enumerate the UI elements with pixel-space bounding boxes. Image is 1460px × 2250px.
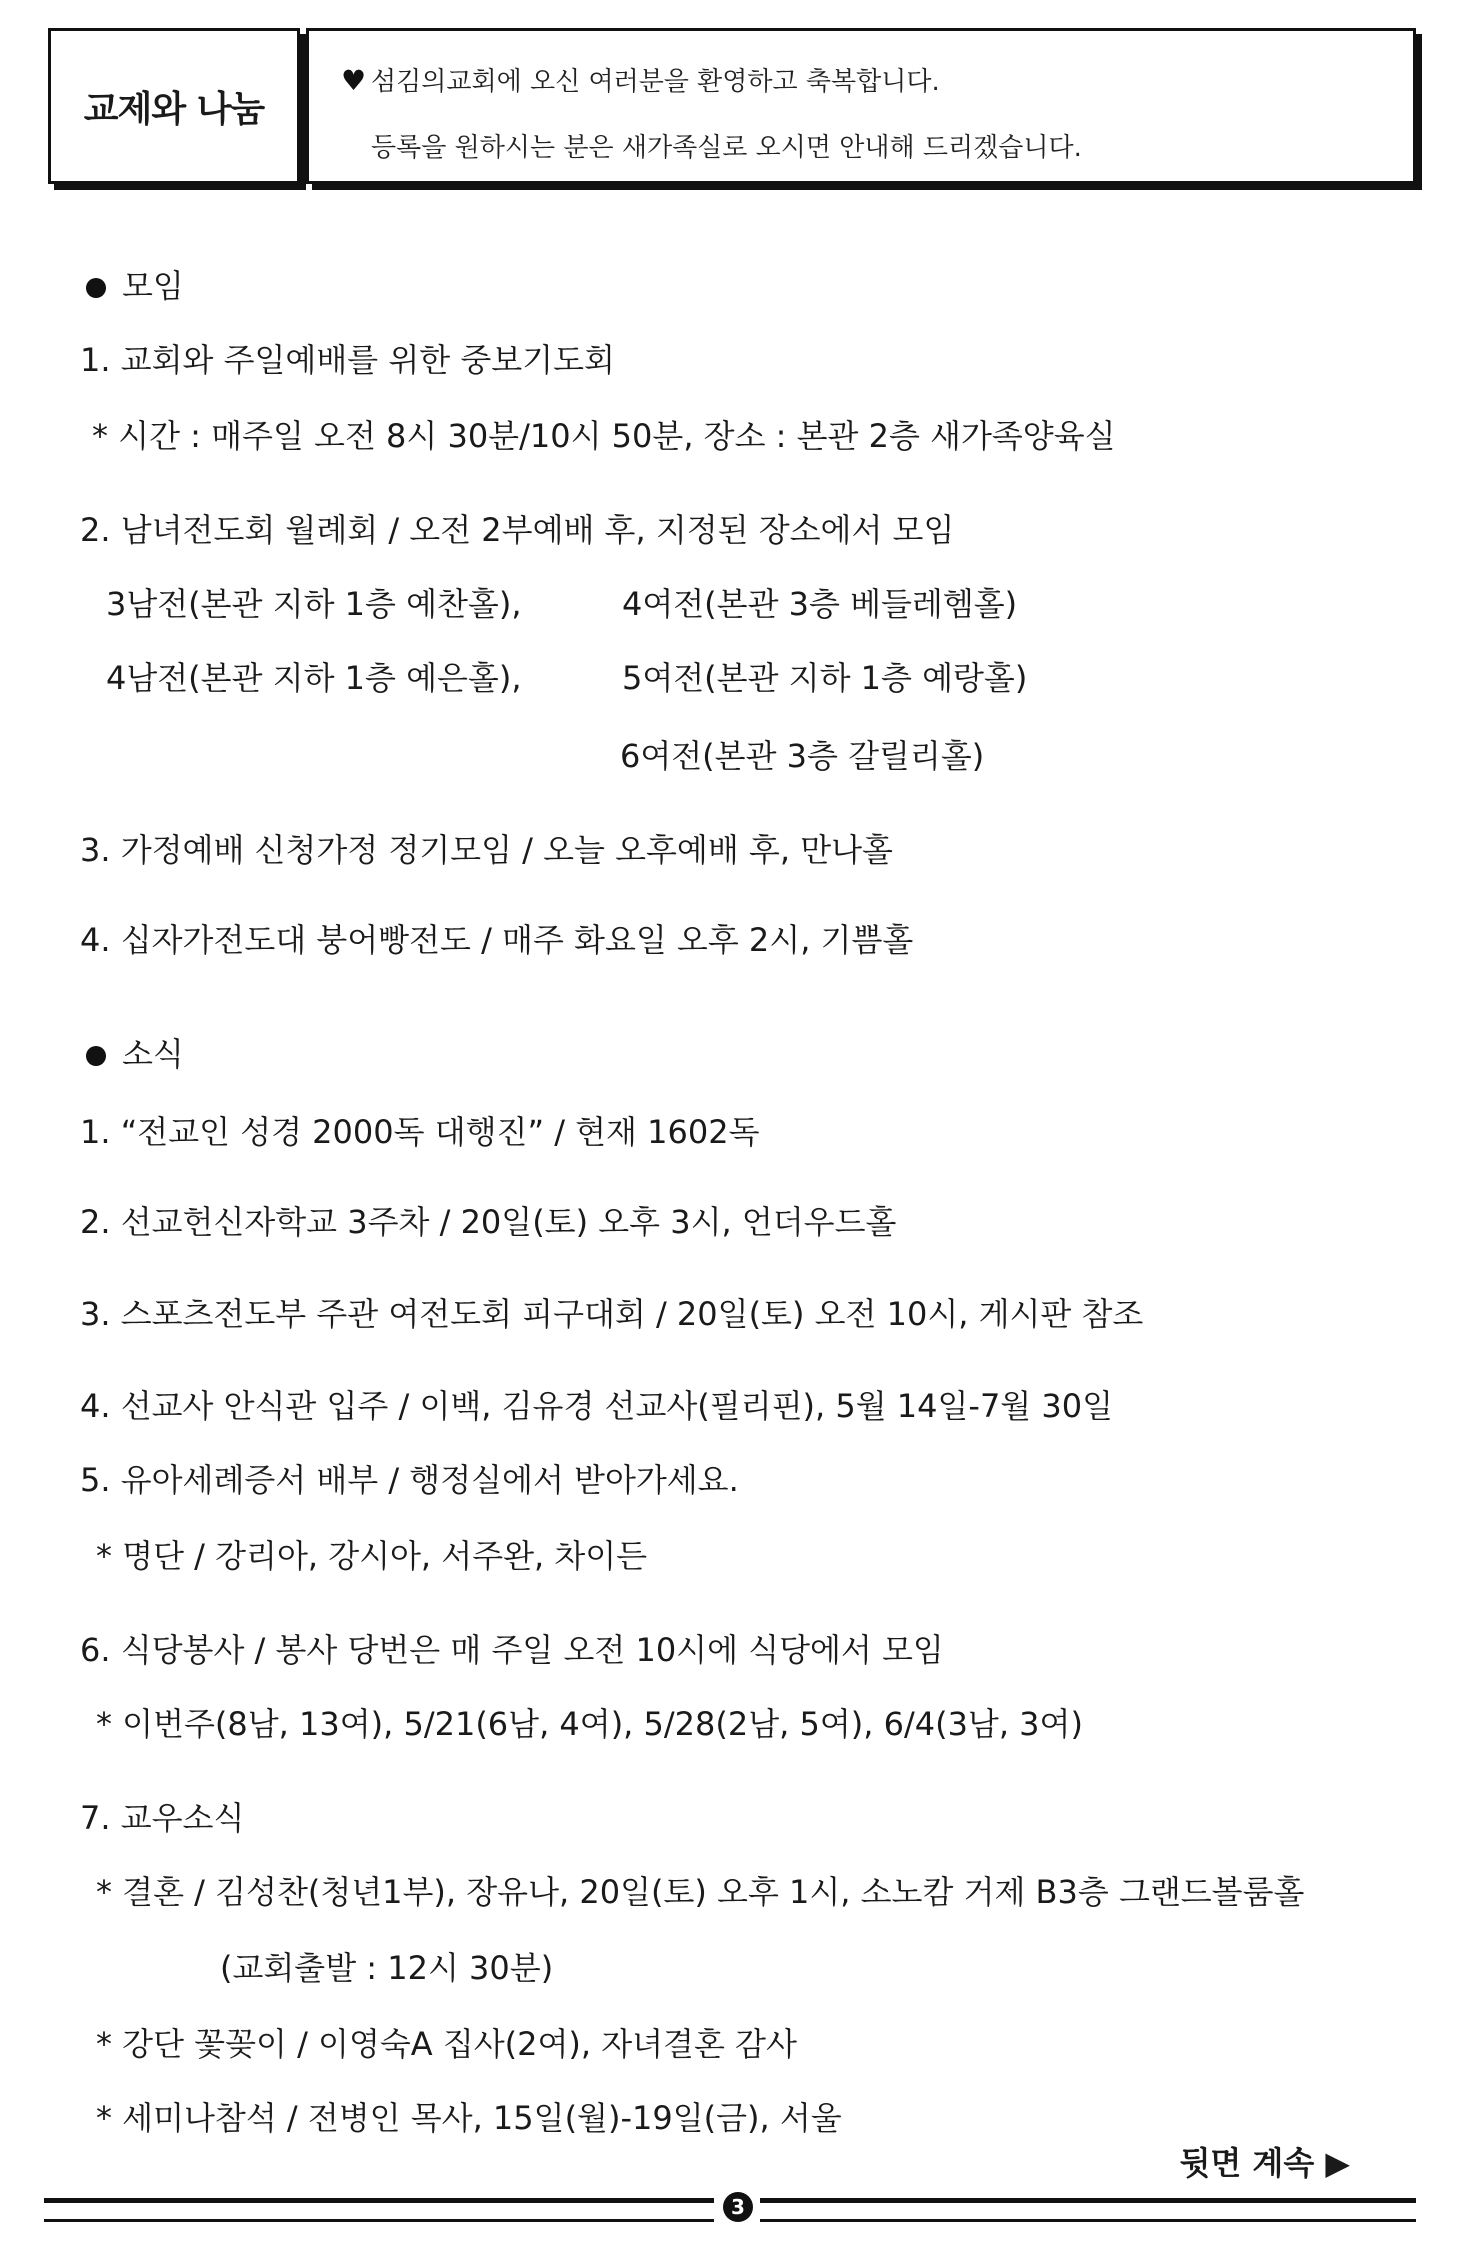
news-item: 3. 스포츠전도부 주관 여전도회 피구대회 / 20일(토) 오전 10시, 게시판 참조 (80, 1295, 1144, 1333)
bullet-icon (86, 278, 106, 298)
news-heading: 소식 (86, 1034, 184, 1074)
news-detail: * 강단 꽃꽂이 / 이영숙A 집사(2여), 자녀결혼 감사 (96, 2025, 797, 2063)
meeting-place: 3남전(본관 지하 1층 예찬홀), (106, 585, 522, 623)
news-detail: * 명단 / 강리아, 강시아, 서주완, 차이든 (96, 1537, 648, 1575)
meeting-place: 4여전(본관 3층 베들레헴홀) (622, 585, 1018, 623)
news-item: 2. 선교헌신자학교 3주차 / 20일(토) 오후 3시, 언더우드홀 (80, 1203, 897, 1241)
section-title-box (48, 28, 300, 184)
news-item: 5. 유아세례증서 배부 / 행정실에서 받아가세요. (80, 1461, 739, 1499)
news-detail: * 이번주(8남, 13여), 5/21(6남, 4여), 5/28(2남, 5여), 6/4(3남, 3여) (96, 1705, 1083, 1743)
meetings-heading: 모임 (86, 266, 184, 306)
meeting-item: 4. 십자가전도대 붕어빵전도 / 매주 화요일 오후 2시, 기쁨홀 (80, 921, 914, 959)
meeting-place: 6여전(본관 3층 갈릴리홀) (620, 737, 985, 775)
page-number: 3 (723, 2192, 753, 2222)
welcome-line-1: ♥ 섬김의교회에 오신 여러분을 환영하고 축복합니다. (341, 64, 940, 97)
bullet-icon (86, 1046, 106, 1066)
meeting-item: 2. 남녀전도회 월례회 / 오전 2부예배 후, 지정된 장소에서 모임 (80, 511, 955, 549)
continue-note: 뒷면 계속 ▶ (1179, 2144, 1350, 2182)
meeting-place: 4남전(본관 지하 1층 예은홀), (106, 659, 522, 697)
welcome-box (306, 28, 1416, 184)
news-item: 7. 교우소식 (80, 1799, 245, 1837)
footer-rule-left (44, 2198, 714, 2222)
footer-rule-right (760, 2198, 1416, 2222)
heart-icon: ♥ (341, 64, 367, 97)
news-item: 4. 선교사 안식관 입주 / 이백, 김유경 선교사(필리핀), 5월 14일-7월 30일 (80, 1387, 1114, 1425)
news-detail: (교회출발 : 12시 30분) (220, 1949, 554, 1987)
news-detail: * 세미나참석 / 전병인 목사, 15일(월)-19일(금), 서울 (96, 2099, 842, 2137)
section-title: 교제와 나눔 (83, 88, 265, 130)
meeting-place: 5여전(본관 지하 1층 예랑홀) (622, 659, 1028, 697)
meeting-item: 3. 가정예배 신청가정 정기모임 / 오늘 오후예배 후, 만나홀 (80, 831, 893, 869)
meeting-item: 1. 교회와 주일예배를 위한 중보기도회 (80, 341, 615, 379)
news-detail: * 결혼 / 김성찬(청년1부), 장유나, 20일(토) 오후 1시, 소노캄 거제 B3층 그랜드볼룸홀 (96, 1873, 1305, 1911)
meeting-detail: * 시간 : 매주일 오전 8시 30분/10시 50분, 장소 : 본관 2층 새가족양육실 (92, 417, 1116, 455)
news-item: 6. 식당봉사 / 봉사 당번은 매 주일 오전 10시에 식당에서 모임 (80, 1631, 944, 1669)
news-item: 1. “전교인 성경 2000독 대행진” / 현재 1602독 (80, 1113, 760, 1151)
welcome-line-2: 등록을 원하시는 분은 새가족실로 오시면 안내해 드리겠습니다. (371, 133, 1082, 163)
